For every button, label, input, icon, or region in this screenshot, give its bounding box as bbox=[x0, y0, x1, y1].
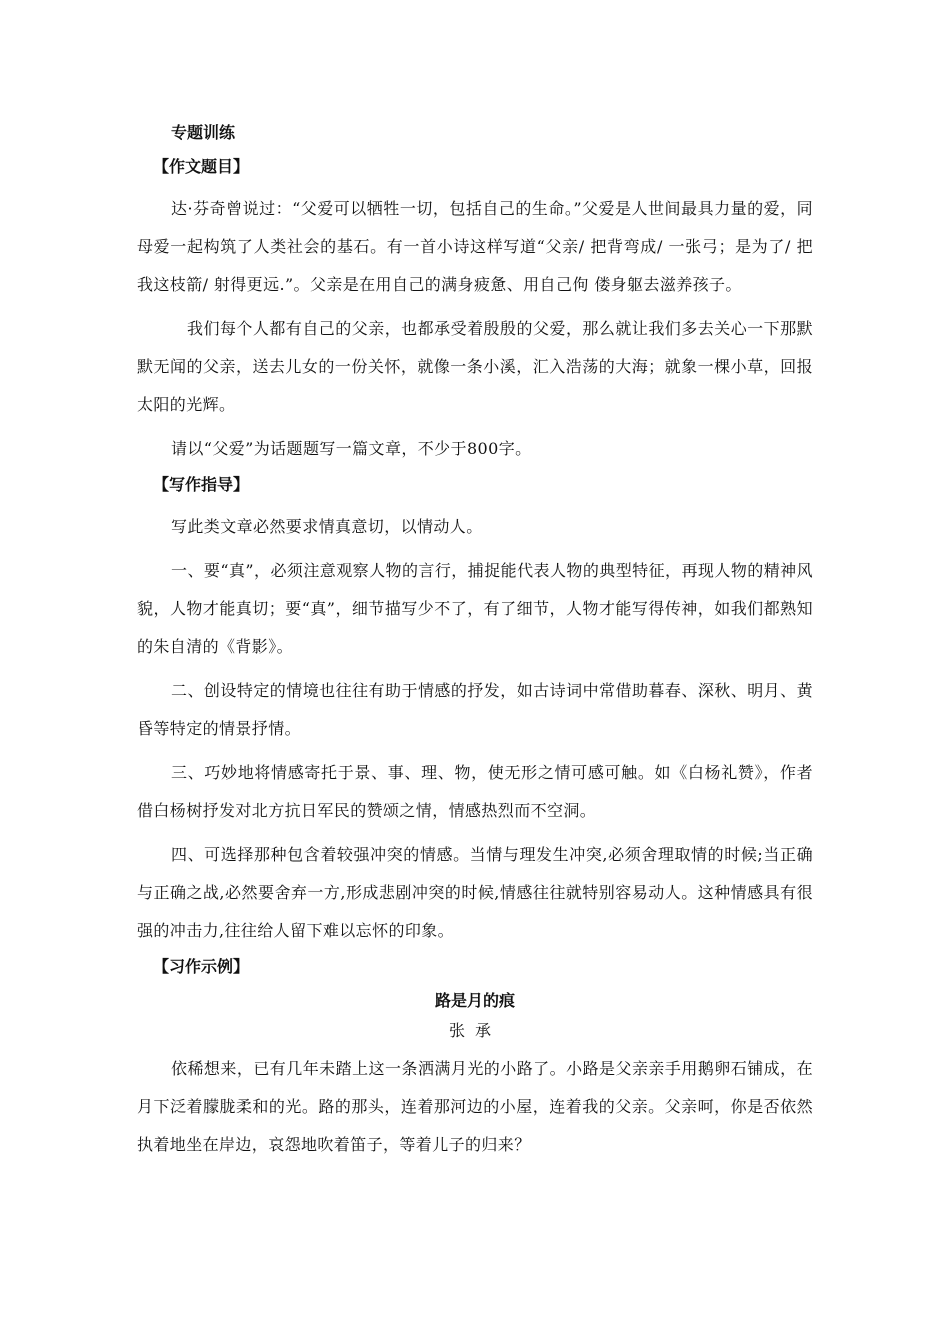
writing-guide-heading: 【写作指导】 bbox=[153, 475, 250, 494]
guide-point-3: 三、巧妙地将情感寄托于景、事、理、物，使无形之情可感可触。如《白杨礼赞》，作者借白杨树抒发对北方抗日军民的赞颂之情，情感热烈而不空洞。 bbox=[137, 763, 813, 820]
topic-heading: 专题训练 bbox=[171, 123, 236, 142]
essay-title: 路是月的痕 bbox=[434, 991, 515, 1010]
prompt-paragraph-1: 达·芬奇曾说过：“父爱可以牺牲一切，包括自己的生命。”父爱是人世间最具力量的爱，同母爱一起构筑了人类社会的基石。有一首小诗这样写道“父亲/ 把背弯成/ 一张弓；是为了/ 把我这枝箭/ 射得更远.”。父亲是在用自己的满身疲惫、用自己佝 偻身躯去滋养孩子。 bbox=[137, 199, 813, 294]
prompt-paragraph-2: 我们每个人都有自己的父亲，也都承受着殷殷的父爱，那么就让我们多去关心一下那默默无闻的父亲，送去儿女的一份关怀，就像一条小溪，汇入浩荡的大海；就象一棵小草，回报太阳的光辉。 bbox=[137, 319, 813, 414]
guide-intro: 写此类文章必然要求情真意切，以情动人。 bbox=[171, 517, 483, 536]
prompt-paragraph-3: 请以“父爱”为话题题写一篇文章，不少于800字。 bbox=[171, 439, 532, 458]
composition-title-heading: 【作文题目】 bbox=[153, 157, 250, 176]
sample-heading: 【习作示例】 bbox=[153, 957, 250, 976]
guide-point-1: 一、要“真”，必须注意观察人物的言行，捕捉能代表人物的典型特征，再现人物的精神风貌，人物才能真切；要“真”，细节描写少不了，有了细节，人物才能写得传神，如我们都熟知的朱自清的《背影》。 bbox=[137, 561, 813, 656]
guide-point-2: 二、创设特定的情境也往往有助于情感的抒发，如古诗词中常借助暮春、深秋、明月、黄昏等特定的情景抒情。 bbox=[137, 681, 813, 738]
essay-author: 张承 bbox=[448, 1021, 501, 1040]
essay-paragraph-1: 依稀想来，已有几年未踏上这一条洒满月光的小路了。小路是父亲亲手用鹅卵石铺成，在月下泛着朦胧柔和的光。路的那头，连着那河边的小屋，连着我的父亲。父亲呵，你是否依然执着地坐在岸边，哀怨地吹着笛子，等着儿子的归来？ bbox=[137, 1059, 813, 1154]
document-content bbox=[137, 122, 813, 1164]
guide-point-4: 四、可选择那种包含着较强冲突的情感。当情与理发生冲突,必须舍理取情的时候;当正确与正确之战,必然要舍弃一方,形成悲剧冲突的时候,情感往往就特别容易动人。这种情感具有很强的冲击力,往往给人留下难以忘怀的印象。 bbox=[137, 845, 813, 940]
